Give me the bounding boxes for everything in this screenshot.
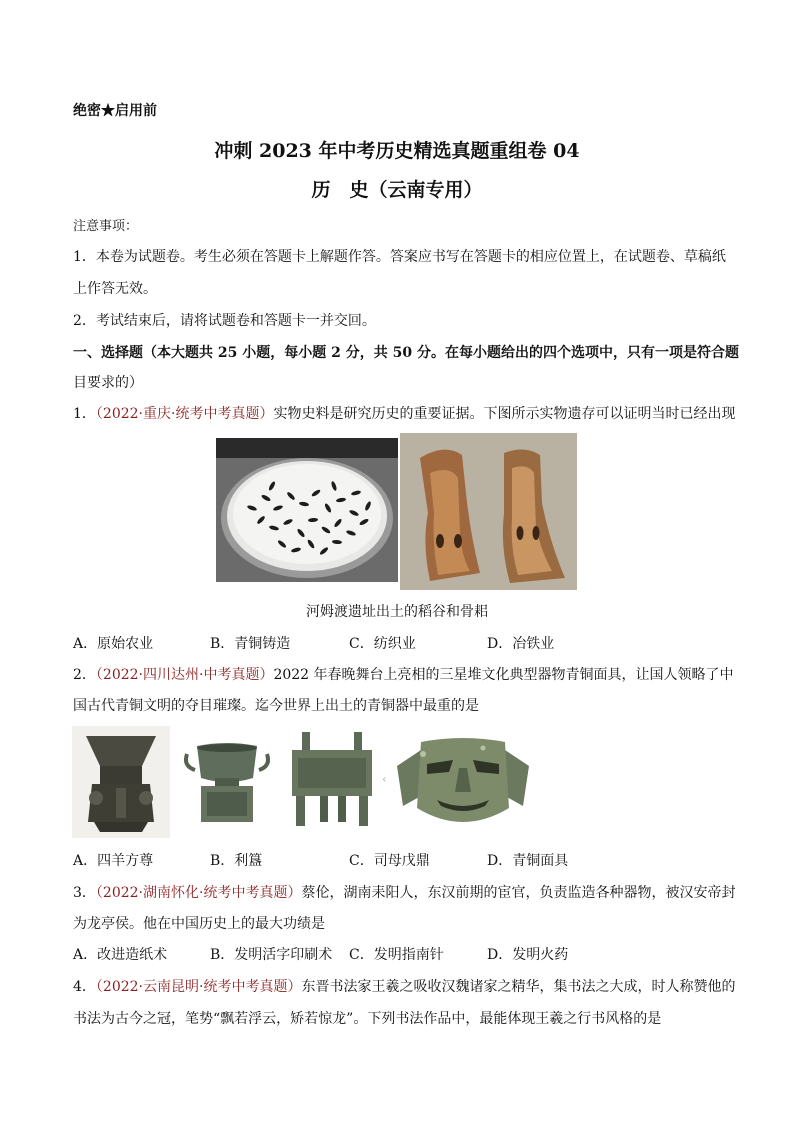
question-source: （2022·湖南怀化·统考中考真题） [95,885,302,901]
question-number: 4． [73,979,96,995]
question-text: 实物史料是研究历史的重要证据。下图所示实物遗存可以证明当时已经出现 [273,406,736,422]
option-c[interactable]: C．纺织业 [349,636,416,652]
section-heading-line-1: 一、选择题（本大题共 25 小题，每小题 2 分，共 50 分。在每小题给出的四个选项中，只有一项是符合题 [73,345,739,361]
question-2-stem-line-1 [73,666,734,684]
option-b[interactable]: B．利簋 [210,853,263,869]
exam-title: 冲刺 2023 年中考历史精选真题重组卷 04 [214,140,580,162]
simuwu-ding-photo [286,730,378,828]
exam-subtitle: 历 史（云南专用） [311,179,483,201]
li-gui-photo [181,740,273,826]
question-number: 3． [73,885,96,901]
option-d[interactable]: D．青铜面具 [487,853,569,869]
question-text: 蔡伦，湖南耒阳人，东汉前期的宦官，负责监造各种器物，被汉安帝封 [301,885,736,901]
section-heading-line-2: 目要求的） [73,375,143,391]
notice-item-2: 2．考试结束后，请将试题卷和答题卡一并交回。 [73,313,376,329]
question-2-stem-line-2: 国古代青铜文明的夺目璀璨。迄今世界上出土的青铜器中最重的是 [73,698,479,714]
option-c[interactable]: C．司母戊鼎 [349,853,430,869]
question-source: （2022·云南昆明·统考中考真题） [95,979,302,995]
bone-spade-photo [400,433,577,590]
option-b[interactable]: B．青铜铸造 [210,636,291,652]
question-text: 东晋书法家王羲之吸收汉魏诸家之精华，集书法之大成，时人称赞他的 [301,979,736,995]
question-source: （2022·重庆·统考中考真题） [95,406,274,422]
secret-label: 绝密★启用前 [73,103,157,119]
option-a[interactable]: A．四羊方尊 [73,853,154,869]
notice-heading: 注意事项： [73,219,139,234]
four-ram-square-zun-photo [72,726,170,838]
question-1-stem [73,405,735,423]
rice-grains-photo [216,438,398,582]
option-d[interactable]: D．发明火药 [487,947,569,963]
question-4-stem-line-2: 书法为古今之冠，笔势“飘若浮云，矫若惊龙”。下列书法作品中，最能体现王羲之行书风格的是 [73,1011,662,1027]
bronze-mask-photo [393,736,533,830]
question-number: 1． [73,406,96,422]
option-a[interactable]: A．原始农业 [73,636,154,652]
notice-item-1-line-2: 上作答无效。 [73,281,157,297]
question-4-stem-line-1 [73,978,735,996]
question-text: 2022 年春晚舞台上亮相的三星堆文化典型器物青铜面具，让国人领略了中 [273,667,734,683]
question-source: （2022·四川达州·中考真题） [95,667,274,683]
carousel-chevron-icon: ‹ [382,772,387,786]
option-c[interactable]: C．发明指南针 [349,947,444,963]
option-d[interactable]: D．冶铁业 [487,636,555,652]
figure-caption: 河姆渡遗址出土的稻谷和骨耜 [306,604,488,620]
option-a[interactable]: A．改进造纸术 [73,947,168,963]
question-number: 2． [73,667,96,683]
question-3-stem-line-2: 为龙亭侯。他在中国历史上的最大功绩是 [73,916,325,932]
option-b[interactable]: B．发明活字印刷术 [210,947,333,963]
question-3-stem-line-1 [73,884,735,902]
notice-item-1-line-1: 1．本卷为试题卷。考生必须在答题卡上解题作答。答案应书写在答题卡的相应位置上，在试题卷、草稿纸 [73,249,726,265]
